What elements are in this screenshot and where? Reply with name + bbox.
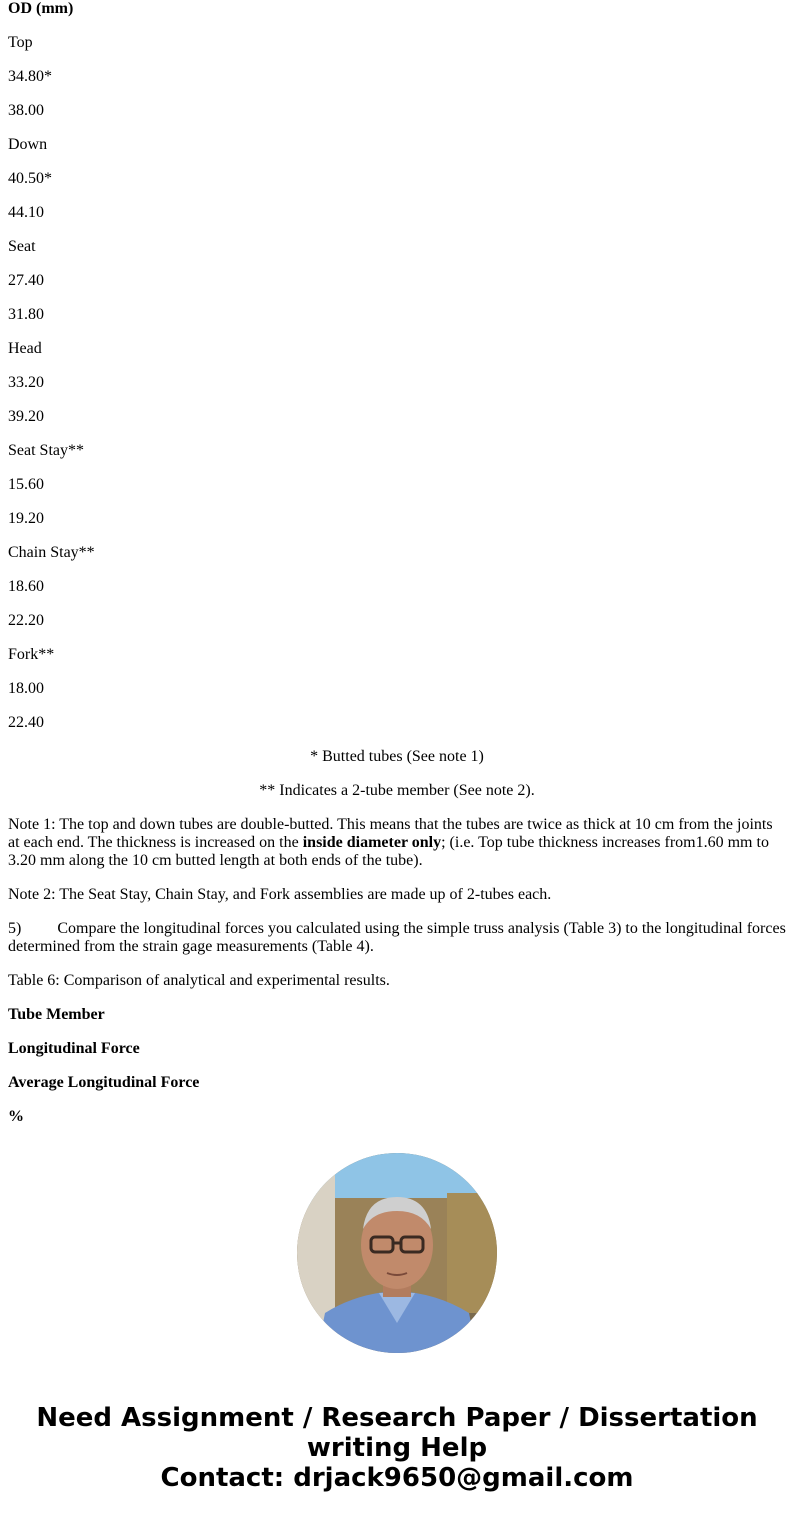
portrait-photo: [297, 1153, 497, 1353]
promo-line-1: Need Assignment / Research Paper / Dissertation: [36, 1403, 758, 1433]
table6-caption: Table 6: Comparison of analytical and experimental results.: [8, 972, 390, 989]
table5-down-value-1: 40.50*: [8, 170, 52, 187]
table6-header-percent: %: [8, 1108, 24, 1124]
table5-member-fork: Fork**: [8, 646, 55, 663]
table6-header-average-force: Average Longitudinal Force: [8, 1074, 200, 1091]
table5-member-seat: Seat: [8, 238, 36, 255]
table5-head-value-1: 33.20: [8, 374, 44, 391]
table5-fork-value-2: 22.40: [8, 714, 44, 731]
table6-header-tube-member: Tube Member: [8, 1006, 105, 1023]
question-5-number: 5): [8, 920, 22, 937]
avatar: [297, 1153, 497, 1353]
question-5-text: Compare the longitudinal forces you calculated using the simple truss analysis (Table 3) to the longitudinal forces determined from the strain gage measurements (Table 4).: [8, 920, 786, 955]
note-2: Note 2: The Seat Stay, Chain Stay, and Fork assemblies are made up of 2-tubes each.: [8, 886, 552, 903]
table5-down-value-2: 44.10: [8, 204, 44, 221]
table5-seat-value-1: 27.40: [8, 272, 44, 289]
footnote-butted: * Butted tubes (See note 1): [310, 748, 484, 765]
table5-chain-stay-value-1: 18.60: [8, 578, 44, 595]
table5-top-value-2: 38.00: [8, 102, 44, 119]
table5-top-value-1: 34.80*: [8, 68, 52, 85]
table5-seat-stay-value-2: 19.20: [8, 510, 44, 527]
table5-header: OD (mm): [8, 0, 74, 17]
promo-contact: Contact: drjack9650@gmail.com: [160, 1463, 634, 1493]
table5-head-value-2: 39.20: [8, 408, 44, 425]
table6-header-longitudinal-force: Longitudinal Force: [8, 1040, 140, 1057]
promo-line-2: writing Help: [306, 1433, 488, 1463]
table5-seat-stay-value-1: 15.60: [8, 476, 44, 493]
note-1-text-start: Note 1: The top and down tubes are double-butted. This means that the tubes are twice as thick at 10 cm from the joints at each end. The thickness is increased on the: [8, 816, 773, 851]
table5-seat-value-2: 31.80: [8, 306, 44, 323]
promo-banner: [0, 1124, 794, 1523]
promo-text: [0, 1403, 794, 1493]
table5-member-chain-stay: Chain Stay**: [8, 544, 95, 561]
note-1-text-end: ; (i.e. Top tube thickness increases from1.60 mm to 3.20 mm along the 10 cm butted length at both ends of the tube).: [8, 834, 769, 869]
question-5: [8, 920, 786, 956]
table5-member-top: Top: [8, 34, 33, 51]
note-1-emphasis: inside diameter only: [302, 834, 442, 851]
table5-member-down: Down: [8, 136, 48, 153]
table5-member-head: Head: [8, 340, 42, 357]
note-1: [8, 816, 786, 870]
document-body: [8, 0, 786, 1124]
table5-chain-stay-value-2: 22.20: [8, 612, 44, 629]
footnote-two-tube: ** Indicates a 2-tube member (See note 2).: [259, 782, 535, 799]
table5-fork-value-1: 18.00: [8, 680, 44, 697]
table5-member-seat-stay: Seat Stay**: [8, 442, 84, 459]
